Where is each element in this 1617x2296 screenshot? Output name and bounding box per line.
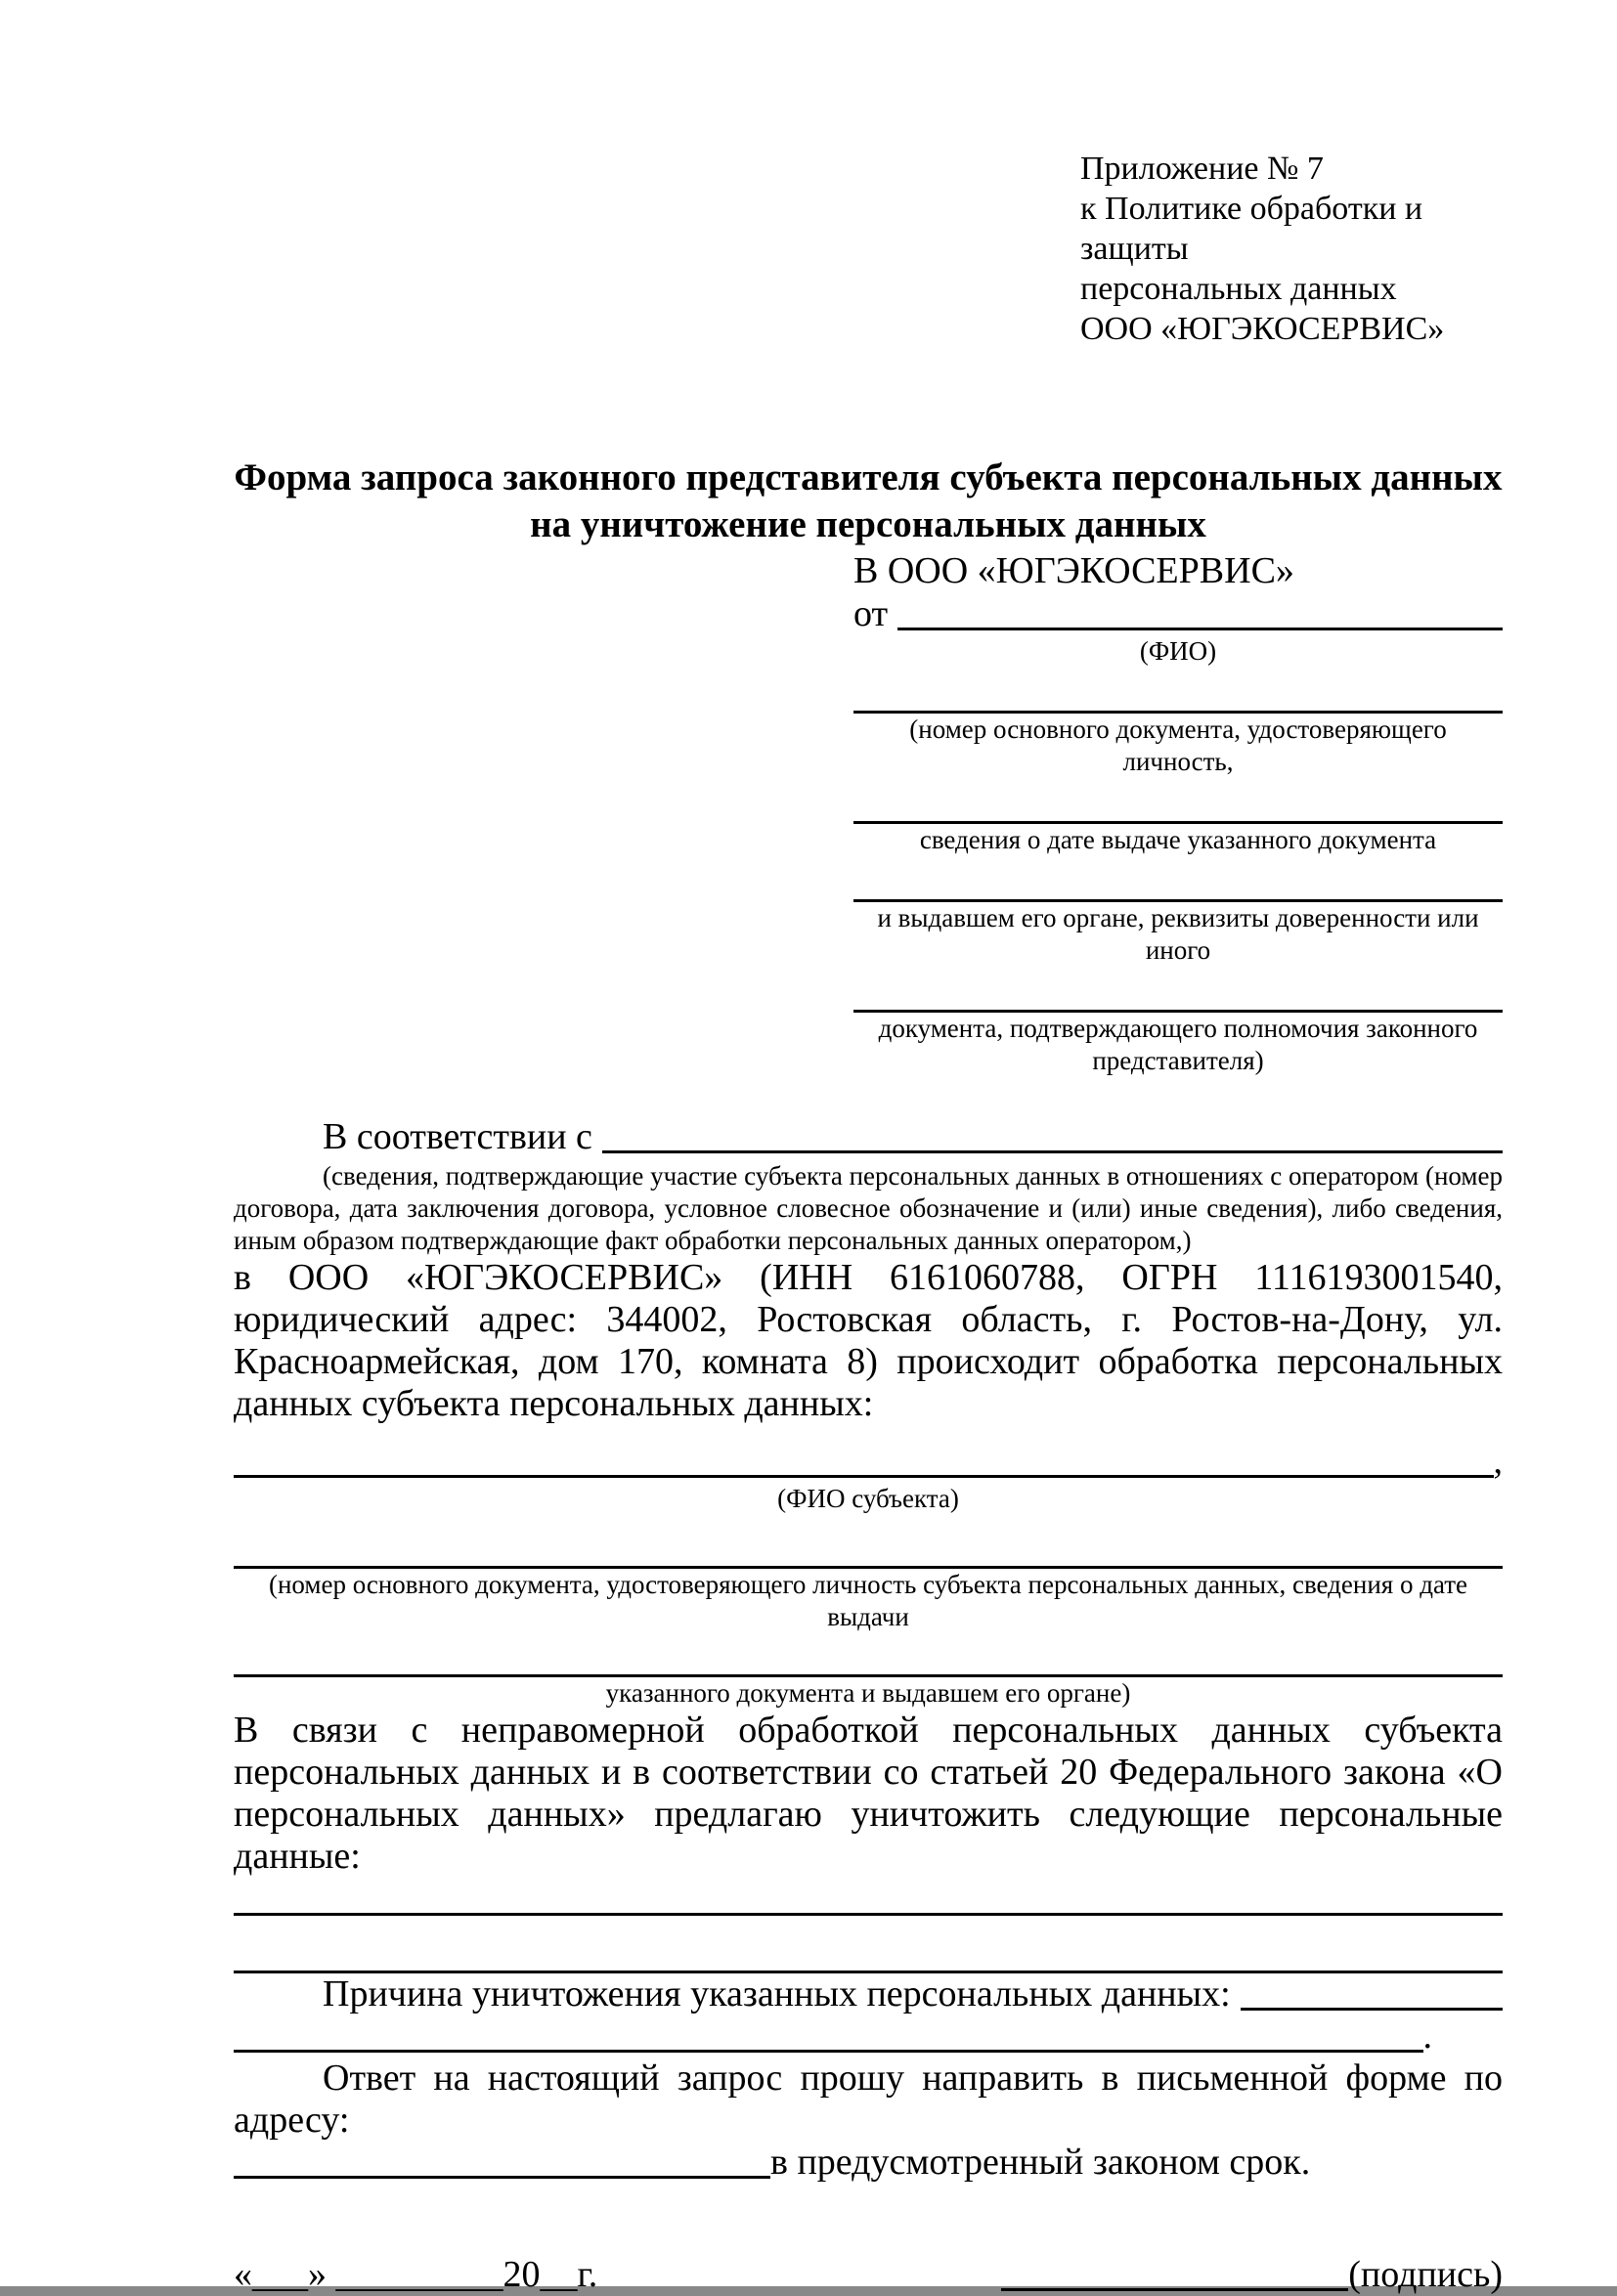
subject-fio-blank xyxy=(234,1441,1494,1478)
subject-doc-blank-1 xyxy=(234,1525,1503,1569)
from-label: от xyxy=(853,593,889,634)
unlawful-paragraph: В связи с неправомерной обработкой персональных данных субъекта персональных данных и в соответствии со статьей 20 Федерального закона «О персональных данных» предлагаю уничтожить следующие персональные данные: xyxy=(234,1710,1503,1877)
reason-row xyxy=(234,1973,1503,2015)
subject-doc-caption-2: указанного документа и выдавшем его органе) xyxy=(605,1678,1131,1708)
addressee-block xyxy=(853,548,1503,1077)
footer-row xyxy=(234,2254,1503,2296)
accordance-note: (сведения, подтверждающие участие субъекта персональных данных в отношениях с оператором (номер договора, дата заключения договора, условное словесное обозначение и (или) иные сведения), либо сведения, иным образом подтверждающие факт обработки персональных данных оператором,) xyxy=(234,1161,1503,1255)
representative-doc-blank-2 xyxy=(853,778,1503,824)
annex-note-line: ООО «ЮГЭКОСЕРВИС» xyxy=(1080,311,1445,347)
reason-blank-1 xyxy=(1241,1973,1503,2011)
form-title-line1: Форма запроса законного представителя субъекта персональных данных xyxy=(234,456,1503,498)
accordance-row xyxy=(234,1116,1503,1158)
signature-caption: (подпись) xyxy=(1348,2254,1503,2295)
from-row xyxy=(853,593,1503,635)
representative-doc-blank-4 xyxy=(853,967,1503,1013)
answer-address-row xyxy=(234,2142,1503,2184)
fio-caption: (ФИО) xyxy=(1139,636,1217,666)
subject-doc-caption-1: (номер основного документа, удостоверяющего личность субъекта персональных данных, сведения о дате выдачи xyxy=(268,1570,1468,1631)
form-title-line2: на уничтожение персональных данных xyxy=(530,503,1206,545)
addressee-to: В ООО «ЮГЭКОСЕРВИС» xyxy=(853,550,1294,591)
subject-fio-caption: (ФИО субъекта) xyxy=(777,1484,959,1513)
data-to-destroy-blank-2 xyxy=(234,1916,1503,1973)
signature-group xyxy=(1001,2254,1503,2296)
date-line: «___» _________20__г. xyxy=(234,2254,598,2295)
subject-fio-comma: , xyxy=(1493,1441,1503,1482)
reason-blank-2 xyxy=(234,2015,1423,2053)
annex-note-line: персональных данных xyxy=(1080,271,1397,307)
annex-note-line: Приложение № 7 xyxy=(1080,151,1324,187)
answer-tail: в предусмотренный законом срок. xyxy=(770,2142,1311,2183)
subject-fio-row xyxy=(234,1441,1503,1483)
representative-doc-blank-1 xyxy=(853,668,1503,714)
reason-continuation-row xyxy=(234,2015,1432,2058)
reason-label: Причина уничтожения указанных персональных данных: xyxy=(323,1973,1231,2014)
annex-note xyxy=(1080,149,1503,349)
operator-paragraph: в ООО «ЮГЭКОСЕРВИС» (ИНН 6161060788, ОГРН 1116193001540, юридический адрес: 344002, Ростовская область, г. Ростов-на-Дону, ул. Красноармейская, дом 170, комната 8) происходит обработка персональных данных субъекта персональных данных: xyxy=(234,1257,1503,1424)
subject-doc-blank-2 xyxy=(234,1633,1503,1677)
from-name-blank xyxy=(897,593,1503,630)
representative-doc-caption-4: документа, подтверждающего полномочия законного представителя) xyxy=(878,1014,1478,1075)
annex-note-line: к Политике обработки и защиты xyxy=(1080,191,1423,267)
answer-address-blank xyxy=(234,2142,770,2179)
representative-doc-caption-1: (номер основного документа, удостоверяющего личность, xyxy=(909,715,1447,776)
representative-doc-caption-2: сведения о дате выдаче указанного документа xyxy=(919,825,1437,854)
accordance-label: В соответствии с xyxy=(323,1116,592,1157)
data-to-destroy-blank-1 xyxy=(234,1878,1503,1916)
answer-paragraph: Ответ на настоящий запрос прошу направить в письменной форме по адресу: xyxy=(234,2058,1503,2141)
signature-blank xyxy=(1001,2254,1348,2291)
accordance-blank xyxy=(602,1116,1503,1153)
form-title xyxy=(234,455,1503,548)
representative-doc-blank-3 xyxy=(853,856,1503,902)
reason-period: . xyxy=(1422,2015,1432,2057)
representative-doc-caption-3: и выдавшем его органе, реквизиты доверенности или иного xyxy=(877,903,1479,965)
